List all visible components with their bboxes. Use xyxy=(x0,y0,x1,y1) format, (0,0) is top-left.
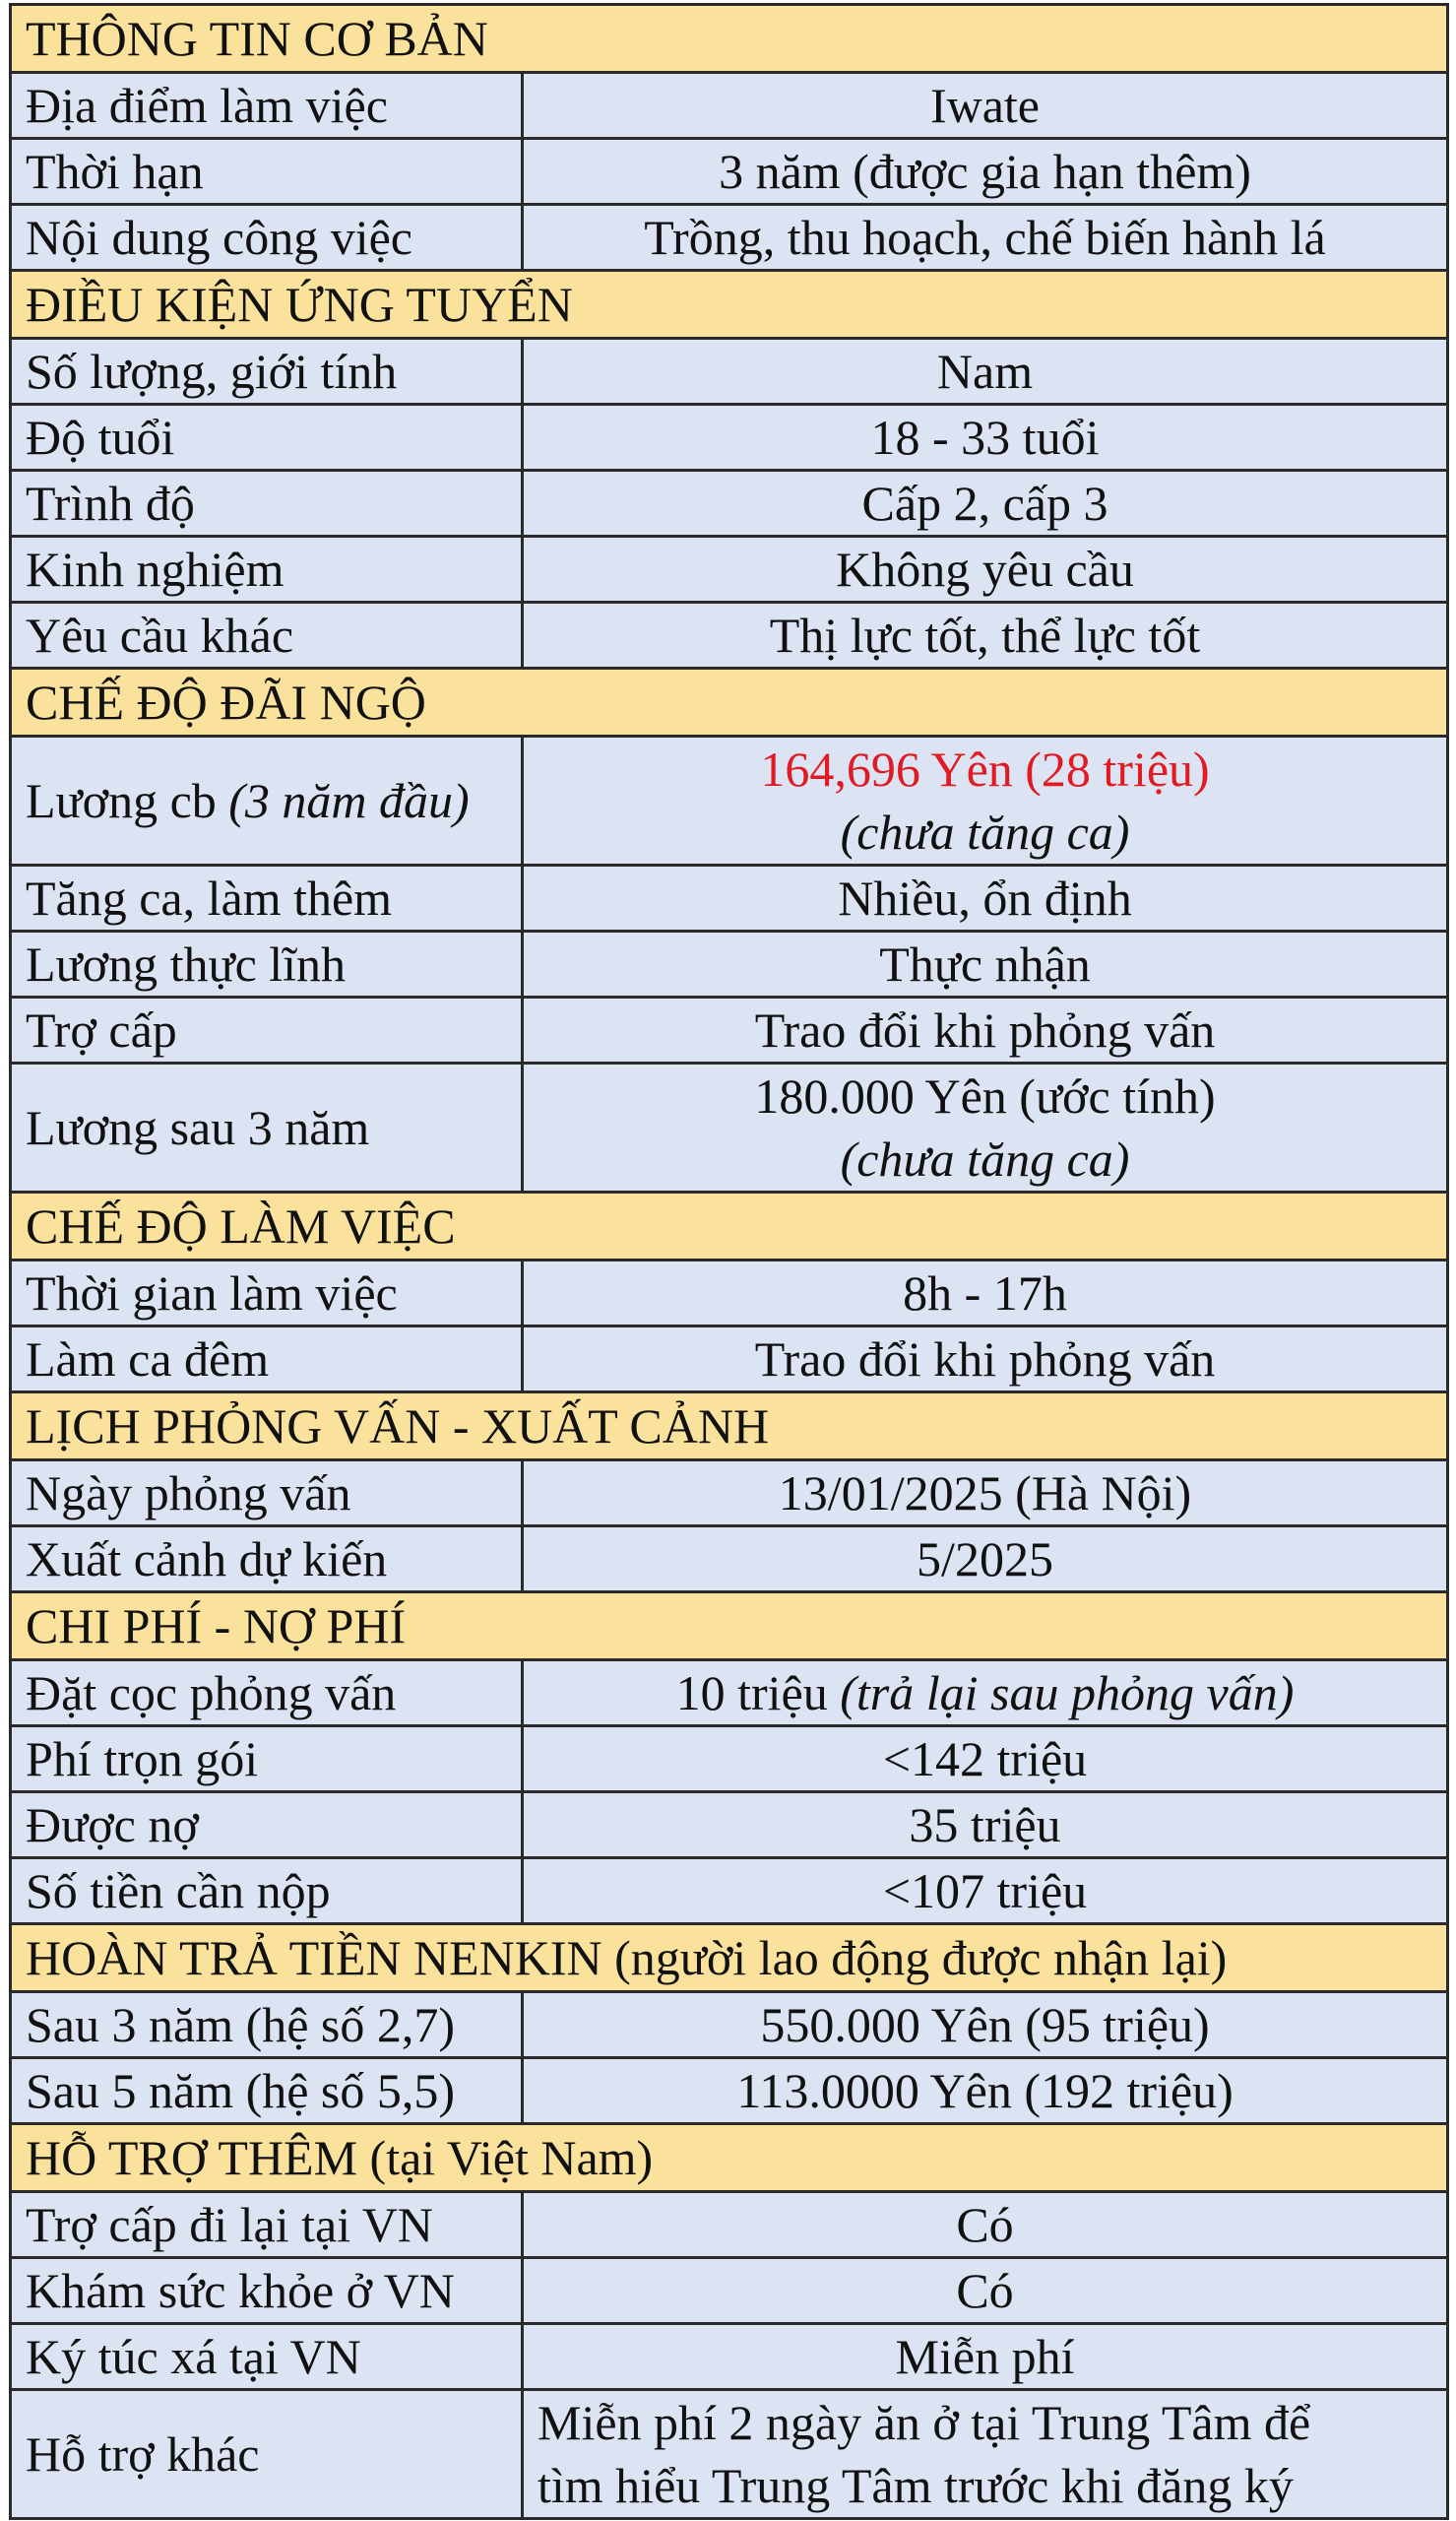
section-header-requirements xyxy=(11,271,1448,339)
table-row xyxy=(11,205,1448,271)
table-row xyxy=(11,1726,1448,1792)
row-label: Trợ cấp đi lại tại VN xyxy=(11,2192,523,2258)
salary-value: 164,696 Yên (28 triệu) xyxy=(760,742,1210,797)
row-value: Cấp 2, cấp 3 xyxy=(523,471,1448,537)
table-row xyxy=(11,2258,1448,2324)
section-header-nenkin xyxy=(11,1924,1448,1992)
row-label: Tăng ca, làm thêm xyxy=(11,866,523,932)
row-value: 3 năm (được gia hạn thêm) xyxy=(523,139,1448,205)
row-label: Lương sau 3 năm xyxy=(11,1064,523,1193)
table-row-salary-after-3-years xyxy=(11,1064,1448,1193)
table-row xyxy=(11,73,1448,139)
row-label: Sau 3 năm (hệ số 2,7) xyxy=(11,1992,523,2058)
row-value: 18 - 33 tuổi xyxy=(523,405,1448,471)
row-label: Làm ca đêm xyxy=(11,1326,523,1392)
table-row xyxy=(11,2324,1448,2390)
section-title: CHẾ ĐỘ LÀM VIỆC xyxy=(11,1193,1448,1260)
after-salary-note: (chưa tăng ca) xyxy=(840,1131,1130,1187)
section-header-basic-info xyxy=(11,5,1448,73)
row-value: Có xyxy=(523,2258,1448,2324)
row-label: Thời gian làm việc xyxy=(11,1260,523,1326)
section-title: LỊCH PHỎNG VẤN - XUẤT CẢNH xyxy=(11,1392,1448,1460)
row-label: Kinh nghiệm xyxy=(11,537,523,603)
other-support-line-2: tìm hiểu Trung Tâm trước khi đăng ký xyxy=(538,2458,1294,2513)
table-row xyxy=(11,1526,1448,1592)
table-row xyxy=(11,998,1448,1064)
row-label: Ký túc xá tại VN xyxy=(11,2324,523,2390)
row-value: Thị lực tốt, thể lực tốt xyxy=(523,603,1448,669)
section-title: CHẾ ĐỘ ĐÃI NGỘ xyxy=(11,669,1448,737)
row-label: Yêu cầu khác xyxy=(11,603,523,669)
table-row xyxy=(11,1260,1448,1326)
row-label: Độ tuổi xyxy=(11,405,523,471)
row-value: Trồng, thu hoạch, chế biến hành lá xyxy=(523,205,1448,271)
row-value: <107 triệu xyxy=(523,1858,1448,1924)
row-label: Trợ cấp xyxy=(11,998,523,1064)
section-title: ĐIỀU KIỆN ỨNG TUYỂN xyxy=(11,271,1448,339)
row-label: Hỗ trợ khác xyxy=(11,2390,523,2519)
table-row xyxy=(11,1460,1448,1526)
section-header-schedule xyxy=(11,1392,1448,1460)
table-row xyxy=(11,866,1448,932)
section-header-costs xyxy=(11,1592,1448,1660)
row-label: Nội dung công việc xyxy=(11,205,523,271)
after-salary-value: 180.000 Yên (ước tính) xyxy=(754,1068,1216,1124)
deposit-note: (trả lại sau phỏng vấn) xyxy=(840,1665,1295,1720)
row-label: Ngày phỏng vấn xyxy=(11,1460,523,1526)
row-label: Được nợ xyxy=(11,1792,523,1858)
table-row xyxy=(11,2192,1448,2258)
deposit-value: 10 triệu xyxy=(675,1665,841,1720)
row-label: Lương thực lĩnh xyxy=(11,932,523,998)
row-label: Đặt cọc phỏng vấn xyxy=(11,1660,523,1726)
table-row xyxy=(11,2058,1448,2124)
section-title: CHI PHÍ - NỢ PHÍ xyxy=(11,1592,1448,1660)
job-info-table xyxy=(9,3,1449,2520)
row-value: Nam xyxy=(523,339,1448,405)
row-value xyxy=(523,1064,1448,1193)
section-title: THÔNG TIN CƠ BẢN xyxy=(11,5,1448,73)
row-label: Sau 5 năm (hệ số 5,5) xyxy=(11,2058,523,2124)
row-value: 35 triệu xyxy=(523,1792,1448,1858)
table-row-base-salary xyxy=(11,737,1448,866)
row-value: Trao đổi khi phỏng vấn xyxy=(523,1326,1448,1392)
row-value: 113.0000 Yên (192 triệu) xyxy=(523,2058,1448,2124)
row-label: Số lượng, giới tính xyxy=(11,339,523,405)
table-row-deposit xyxy=(11,1660,1448,1726)
row-value: 550.000 Yên (95 triệu) xyxy=(523,1992,1448,2058)
row-value: Nhiều, ổn định xyxy=(523,866,1448,932)
salary-value-note: (chưa tăng ca) xyxy=(840,805,1130,860)
other-support-line-1: Miễn phí 2 ngày ăn ở tại Trung Tâm để xyxy=(538,2395,1311,2450)
row-value: Miễn phí xyxy=(523,2324,1448,2390)
table-row xyxy=(11,932,1448,998)
row-value: Có xyxy=(523,2192,1448,2258)
salary-label-note: (3 năm đầu) xyxy=(228,773,470,828)
section-header-benefits xyxy=(11,669,1448,737)
row-value xyxy=(523,737,1448,866)
section-title: HOÀN TRẢ TIỀN NENKIN (người lao động được nhận lại) xyxy=(11,1924,1448,1992)
row-label: Xuất cảnh dự kiến xyxy=(11,1526,523,1592)
table-row xyxy=(11,1858,1448,1924)
table-row xyxy=(11,405,1448,471)
table-row xyxy=(11,1792,1448,1858)
row-value: 13/01/2025 (Hà Nội) xyxy=(523,1460,1448,1526)
table-row-other-support xyxy=(11,2390,1448,2519)
row-value: <142 triệu xyxy=(523,1726,1448,1792)
row-label: Thời hạn xyxy=(11,139,523,205)
row-value: 8h - 17h xyxy=(523,1260,1448,1326)
row-value xyxy=(523,2390,1448,2519)
row-value: Không yêu cầu xyxy=(523,537,1448,603)
table-row xyxy=(11,139,1448,205)
table-row xyxy=(11,537,1448,603)
table-row xyxy=(11,1992,1448,2058)
row-label: Địa điểm làm việc xyxy=(11,73,523,139)
row-value: 5/2025 xyxy=(523,1526,1448,1592)
row-label: Số tiền cần nộp xyxy=(11,1858,523,1924)
row-label: Trình độ xyxy=(11,471,523,537)
row-label xyxy=(11,737,523,866)
table-row xyxy=(11,603,1448,669)
section-header-working xyxy=(11,1193,1448,1260)
row-value: Thực nhận xyxy=(523,932,1448,998)
row-value: Iwate xyxy=(523,73,1448,139)
table-row xyxy=(11,339,1448,405)
row-value xyxy=(523,1660,1448,1726)
row-value: Trao đổi khi phỏng vấn xyxy=(523,998,1448,1064)
salary-label: Lương cb xyxy=(26,773,229,828)
row-label: Phí trọn gói xyxy=(11,1726,523,1792)
section-title: HỖ TRỢ THÊM (tại Việt Nam) xyxy=(11,2124,1448,2192)
table-row xyxy=(11,1326,1448,1392)
section-header-support xyxy=(11,2124,1448,2192)
table-row xyxy=(11,471,1448,537)
row-label: Khám sức khỏe ở VN xyxy=(11,2258,523,2324)
